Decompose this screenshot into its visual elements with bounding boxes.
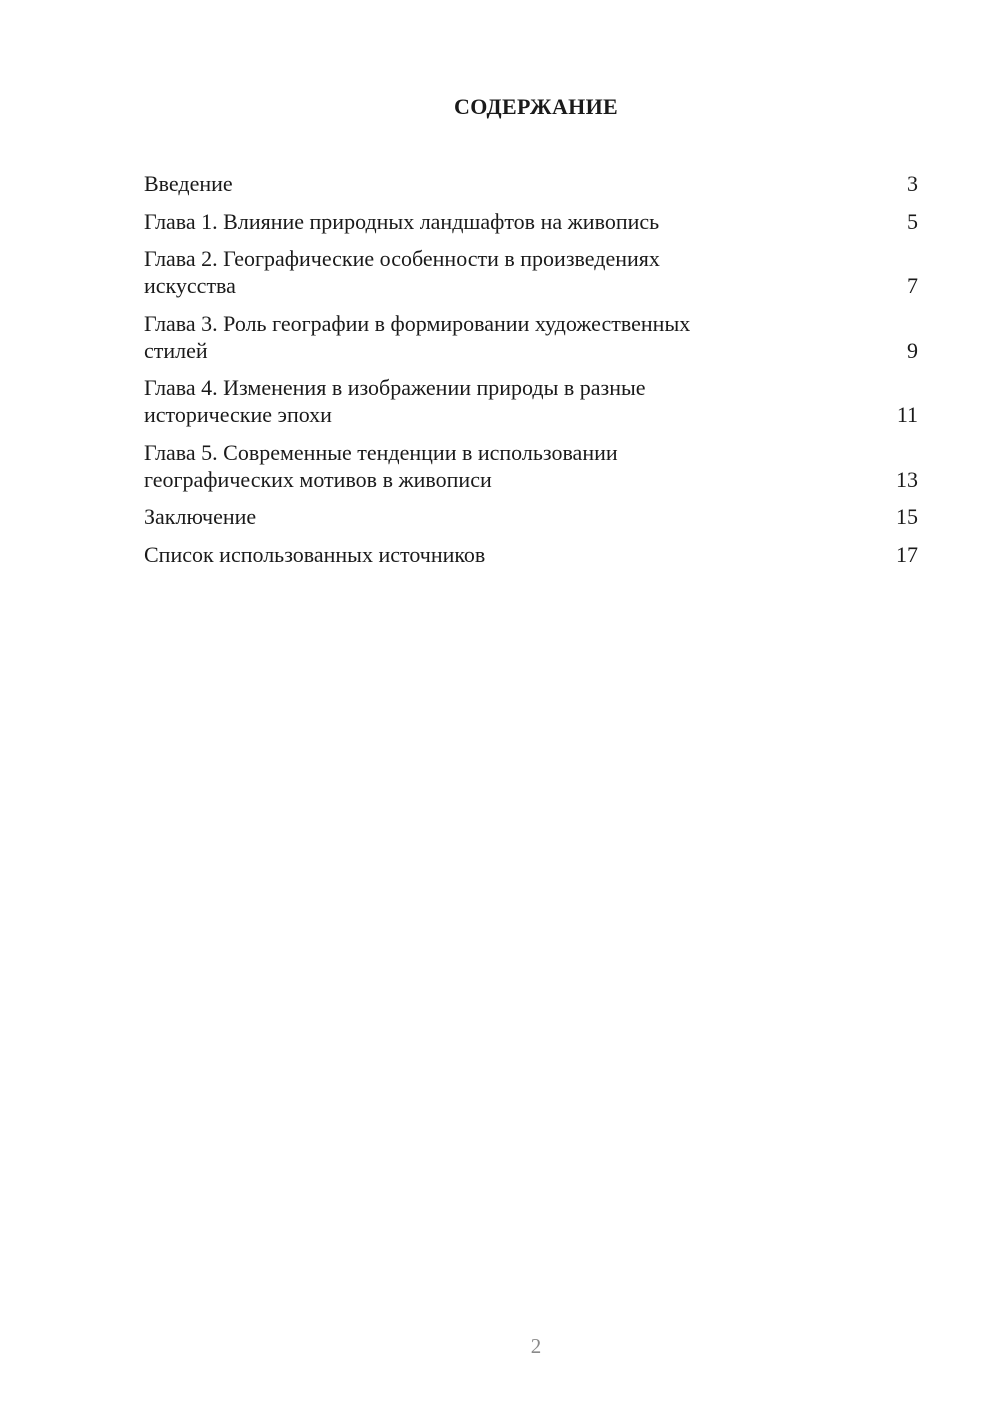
toc-entry-page: 13 <box>896 466 918 492</box>
toc-entry-line: Глава 2. Географические особенности в произведениях <box>144 246 660 271</box>
toc-entry-text <box>144 374 646 428</box>
toc-entry-text <box>144 170 233 197</box>
toc-entry-line: Введение <box>144 171 233 196</box>
toc-entry-page: 5 <box>907 208 918 234</box>
toc-entry-text <box>144 245 660 299</box>
toc-entry-line: исторические эпохи <box>144 402 332 427</box>
toc-entry-line: Глава 1. Влияние природных ландшафтов на живопись <box>144 208 660 234</box>
toc-entry-line: Заключение <box>144 504 257 529</box>
toc-entry-page: 15 <box>896 504 918 529</box>
toc-entry-references <box>144 541 918 568</box>
toc-entry-chapter-2 <box>144 245 918 299</box>
toc-entry-line: Глава 5. Современные тенденции в использовании <box>144 439 618 465</box>
toc-entry-line: стилей <box>144 337 208 363</box>
toc-entry-conclusion <box>144 503 918 530</box>
toc-entry-line: Глава 4. Изменения в изображении природы в разные <box>144 375 646 400</box>
page-number: 2 <box>530 1334 542 1358</box>
toc-entry-text <box>144 541 485 568</box>
toc-entry-text <box>144 439 618 493</box>
toc-entry-page: 11 <box>896 402 918 427</box>
toc-entry-page: 7 <box>907 273 918 298</box>
toc-entry-chapter-5 <box>144 439 918 493</box>
toc-entry-line: искусства <box>144 273 236 298</box>
toc-entry-page: 9 <box>907 337 918 363</box>
toc-entry-line: географических мотивов в живописи <box>144 466 492 492</box>
toc-list <box>144 170 918 578</box>
toc-entry-text <box>144 503 256 530</box>
toc-entry-line: Список использованных источников <box>144 541 486 567</box>
toc-entry-introduction <box>144 170 918 197</box>
toc-entry-text <box>144 310 690 364</box>
toc-entry-chapter-4 <box>144 374 918 428</box>
toc-entry-chapter-3 <box>144 310 918 364</box>
toc-entry-page: 17 <box>896 541 918 567</box>
toc-entry-chapter-1 <box>144 208 918 235</box>
toc-entry-text <box>144 208 659 235</box>
toc-entry-page: 3 <box>907 171 918 196</box>
toc-entry-line: Глава 3. Роль географии в формировании художественных <box>144 310 691 336</box>
toc-title: СОДЕРЖАНИЕ <box>454 94 618 119</box>
